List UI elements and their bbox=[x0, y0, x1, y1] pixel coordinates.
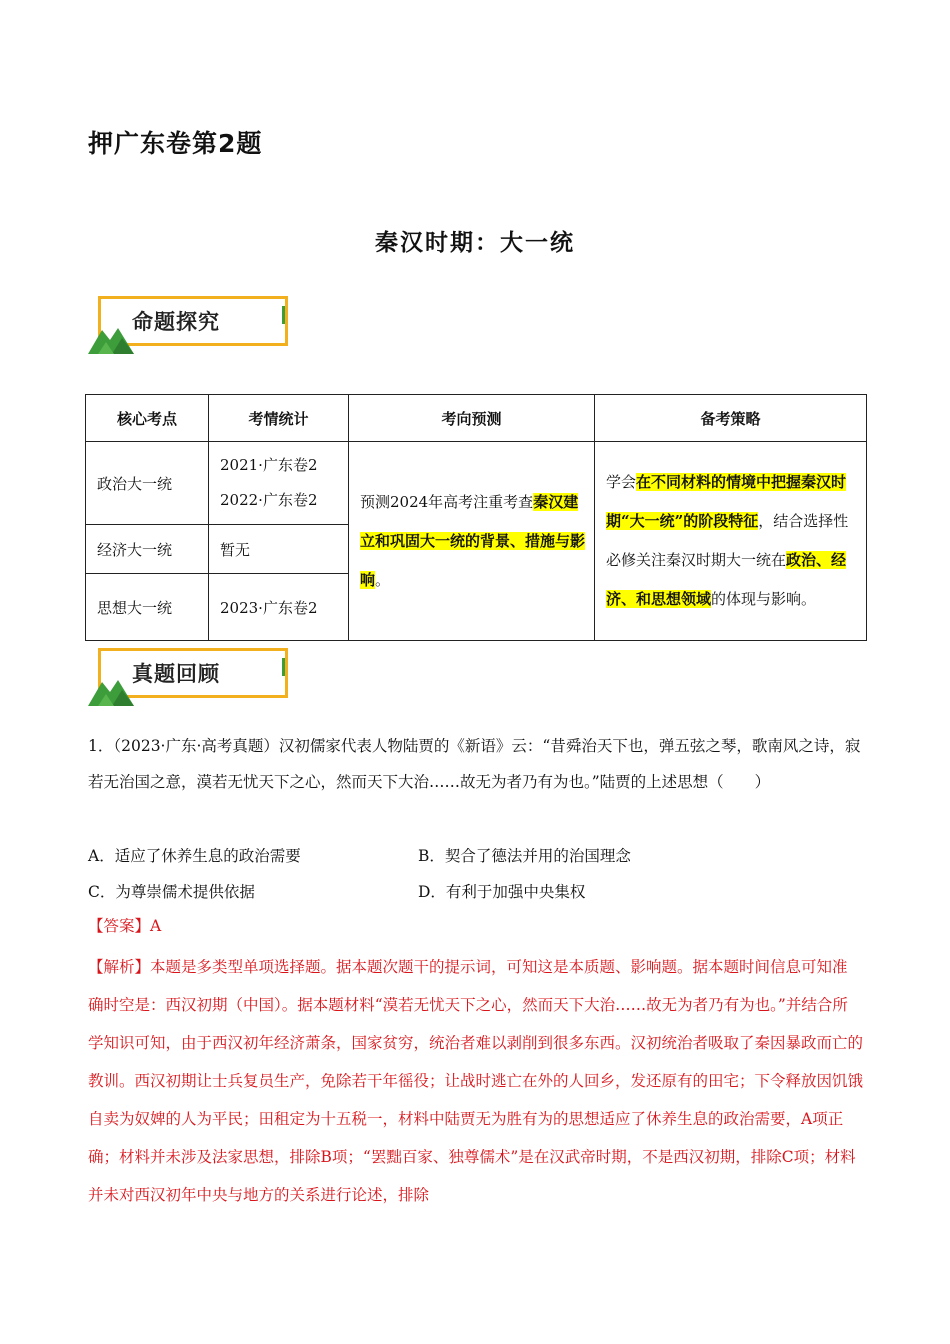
section-banner-review bbox=[88, 644, 296, 706]
mountain-icon bbox=[88, 674, 136, 708]
option-b: B．契合了德法并用的治国理念 bbox=[418, 847, 631, 865]
strategy-text: 学会 bbox=[606, 473, 637, 491]
forecast-highlight: 秦汉建立和巩固大一统的背景、措施与影响 bbox=[360, 492, 586, 589]
analysis-label: 【解析】 bbox=[88, 958, 151, 976]
page-title: 押广东卷第2题 bbox=[88, 129, 263, 158]
exam-analysis-table bbox=[85, 394, 867, 641]
section-banner-explore bbox=[88, 292, 296, 354]
answer-label: 【答案】A bbox=[88, 917, 162, 935]
forecast-suffix: 。 bbox=[375, 570, 391, 589]
strategy-highlight: 在不同材料的情境中把握秦汉时期“大一统”的阶段特征 bbox=[606, 473, 847, 530]
strategy-highlight: 政治、经济、和思想领域 bbox=[606, 551, 847, 608]
forecast-cell bbox=[349, 442, 595, 641]
table-header-row bbox=[86, 395, 867, 442]
table-row bbox=[86, 442, 867, 525]
option-c: C．为尊崇儒术提供依据 bbox=[88, 883, 255, 901]
forecast-text: 预测2024年高考注重考查 bbox=[360, 492, 534, 511]
stats-cell: 暂无 bbox=[209, 525, 349, 574]
stats-cell: 2023·广东卷2 bbox=[209, 574, 349, 641]
table-header-cell: 核心考点 bbox=[86, 395, 209, 442]
stats-cell bbox=[209, 442, 349, 525]
banner-label: 命题探究 bbox=[132, 310, 220, 334]
strategy-cell bbox=[595, 442, 867, 641]
banner-label: 真题回顾 bbox=[132, 662, 220, 686]
question-stem: 1．（2023·广东·高考真题）汉初儒家代表人物陆贾的《新语》云：“昔舜治天下也，弹五弦之琴，歌南风之诗，寂若无治国之意，漠若无忧天下之心，然而天下大治……故无为者乃有为也。”陆贾的上述思想（ ） bbox=[88, 737, 861, 791]
option-d: D．有利于加强中央集权 bbox=[418, 883, 586, 901]
topic-cell: 经济大一统 bbox=[86, 525, 209, 574]
stat-item: 2021·广东卷2 bbox=[220, 456, 318, 474]
strategy-text: ，结合选择性必修关注秦汉时期大一统在 bbox=[606, 512, 849, 569]
analysis-text: 本题是多类型单项选择题。据本题次题干的提示词，可知这是本质题、影响题。据本题时间信息可知准确时空是：西汉初期（中国）。据本题材料“漠若无忧天下之心，然而天下大治……故无为者乃有为也。”并结合所学知识可知，由于西汉初年经济萧条，国家贫穷，统治者难以剥削到很多东西。汉初统治者吸取了秦因暴政而亡的教训。西汉初期让士兵复员生产，免除若干年徭役；让战时逃亡在外的人回乡，发还原有的田宅；下令释放因饥饿自卖为奴婢的人为平民；田租定为十五税一，材料中陆贾无为胜有为的思想适应了休养生息的政治需要，A项正确；材料并未涉及法家思想，排除B项；“罢黜百家、独尊儒术”是在汉武帝时期，不是西汉初期，排除C项；材料并未对西汉初年中央与地方的关系进行论述，排除 bbox=[88, 958, 864, 1204]
stat-item: 2022·广东卷2 bbox=[220, 491, 318, 509]
table-header-cell: 备考策略 bbox=[595, 395, 867, 442]
table-header-cell: 考向预测 bbox=[349, 395, 595, 442]
banner-accent bbox=[282, 306, 285, 324]
option-a: A．适应了休养生息的政治需要 bbox=[88, 847, 301, 865]
table-header-cell: 考情统计 bbox=[209, 395, 349, 442]
page-subtitle: 秦汉时期：大一统 bbox=[375, 230, 575, 256]
banner-accent bbox=[282, 658, 285, 676]
topic-cell: 思想大一统 bbox=[86, 574, 209, 641]
topic-cell: 政治大一统 bbox=[86, 442, 209, 525]
analysis-paragraph bbox=[88, 948, 863, 1214]
mountain-icon bbox=[88, 322, 136, 356]
strategy-text: 的体现与影响。 bbox=[711, 590, 817, 608]
